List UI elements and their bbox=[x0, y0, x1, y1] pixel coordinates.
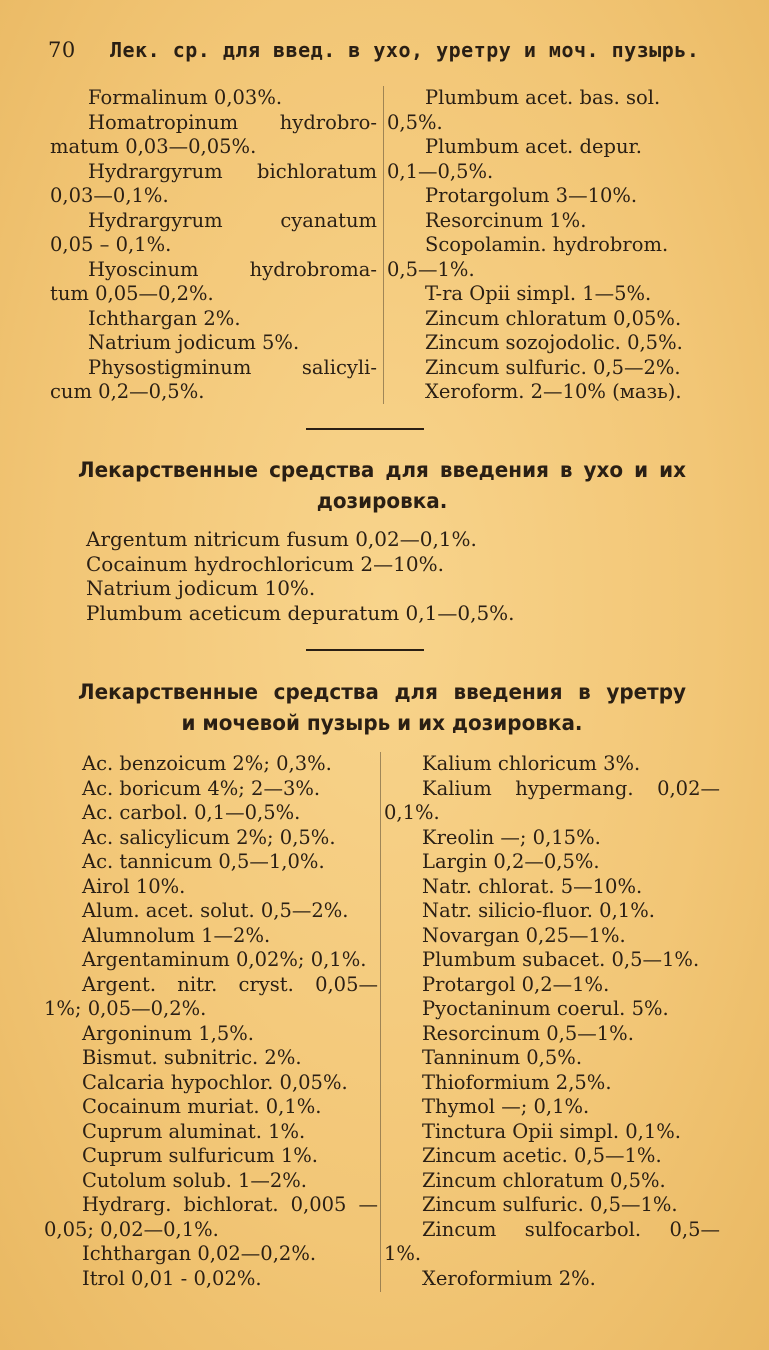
list-item: Plumbum aceticum depuratum 0,1—0,5%. bbox=[86, 600, 515, 625]
list-line: 0,5—1%. bbox=[387, 257, 475, 281]
list-line: Natrium jodicum 5%. bbox=[88, 331, 300, 354]
column-separator bbox=[380, 752, 381, 1292]
list-line: Xeroformium 2%. bbox=[422, 1266, 596, 1290]
list-line: Cutolum solub. 1—2%. bbox=[82, 1168, 308, 1192]
running-header bbox=[48, 38, 728, 68]
urethra-list-right-column bbox=[384, 752, 720, 1291]
list-line: Ichthargan 0,02—0,2%. bbox=[82, 1242, 317, 1265]
list-line: Resorcinum 0,5—1%. bbox=[422, 1021, 634, 1045]
list-line: Airol 10%. bbox=[82, 874, 186, 898]
list-line: Largin 0,2—0,5%. bbox=[422, 850, 600, 873]
list-line: Zincum sozojodolic. 0,5%. bbox=[425, 331, 683, 354]
list-line: 0,5%. bbox=[387, 110, 443, 134]
list-item: Natrium jodicum 10%. bbox=[86, 576, 316, 600]
list-line: Ac. boricum 4%; 2—3%. bbox=[82, 776, 321, 800]
list-line: T-ra Opii simpl. 1—5%. bbox=[425, 282, 652, 305]
list-line: Bismut. subnitric. 2%. bbox=[82, 1046, 302, 1069]
eye-list-right-column bbox=[387, 86, 717, 405]
section-divider bbox=[306, 649, 424, 651]
page-number: 70 bbox=[48, 38, 76, 62]
list-line: Natr. chlorat. 5—10%. bbox=[422, 874, 643, 898]
urethra-list-left-column bbox=[44, 752, 378, 1291]
list-line: 0,05; 0,02—0,1%. bbox=[44, 1217, 219, 1241]
list-line: Novargan 0,25—1%. bbox=[422, 923, 626, 947]
list-line: 1%. bbox=[384, 1242, 422, 1265]
list-line: Scopolamin. hydrobrom. bbox=[425, 233, 669, 256]
list-line: Zincum acetic. 0,5—1%. bbox=[422, 1144, 662, 1167]
list-line: Ichthargan 2%. bbox=[88, 306, 241, 330]
list-line: Plumbum subacet. 0,5—1%. bbox=[422, 948, 700, 971]
running-title: Лек. ср. для введ. в ухо, уретру и моч. пузырь. bbox=[110, 38, 700, 62]
list-line: Plumbum acet. bas. sol. bbox=[425, 86, 661, 109]
list-line: Hyoscinum hydrobroma- bbox=[88, 257, 377, 281]
list-line: Ac. carbol. 0,1—0,5%. bbox=[82, 801, 301, 824]
list-line: Alum. acet. solut. 0,5—2%. bbox=[82, 899, 349, 922]
list-item: Cocainum hydrochloricum 2—10%. bbox=[86, 551, 444, 576]
urethra-heading-line1: Лекарственные средства для введения в уретру bbox=[78, 680, 686, 704]
list-line: Plumbum acet. depur. bbox=[425, 135, 642, 158]
list-line: Tinctura Opii simpl. 0,1%. bbox=[422, 1119, 681, 1143]
list-line: tum 0,05—0,2%. bbox=[50, 282, 214, 305]
list-line: Alumnolum 1—2%. bbox=[82, 923, 271, 947]
list-line: Xeroform. 2—10% (мазь). bbox=[425, 380, 682, 403]
ear-section-heading bbox=[78, 455, 686, 517]
column-separator bbox=[383, 86, 384, 404]
list-line: Cuprum aluminat. 1%. bbox=[82, 1119, 306, 1143]
list-line: Zincum chloratum 0,5%. bbox=[422, 1168, 666, 1192]
list-line: Kalium hypermang. 0,02— bbox=[422, 776, 720, 800]
list-line: Zincum chloratum 0,05%. bbox=[425, 306, 682, 330]
list-line: Ac. tannicum 0,5—1,0%. bbox=[82, 850, 325, 873]
list-line: Thymol —; 0,1%. bbox=[422, 1095, 590, 1118]
list-line: Ac. salicylicum 2%; 0,5%. bbox=[82, 825, 336, 849]
list-line: Kreolin —; 0,15%. bbox=[422, 825, 601, 849]
list-line: Cocainum muriat. 0,1%. bbox=[82, 1095, 322, 1118]
list-item: Argentum nitricum fusum 0,02—0,1%. bbox=[86, 527, 477, 551]
urethra-section-heading bbox=[78, 677, 686, 739]
list-line: Argoninum 1,5%. bbox=[82, 1021, 254, 1045]
ear-heading-line2: дозировка. bbox=[316, 489, 448, 513]
list-line: Formalinum 0,03%. bbox=[88, 86, 283, 109]
list-line: cum 0,2—0,5%. bbox=[50, 380, 205, 403]
list-line: Argentaminum 0,02%; 0,1%. bbox=[82, 948, 367, 971]
list-line: Protargolum 3—10%. bbox=[425, 184, 638, 207]
section-divider bbox=[306, 428, 424, 430]
list-line: Zincum sulfuric. 0,5—2%. bbox=[425, 355, 681, 379]
eye-list-left-column bbox=[50, 86, 377, 405]
list-line: Homatropinum hydrobro- bbox=[88, 110, 377, 134]
list-line: Ac. benzoicum 2%; 0,3%. bbox=[82, 752, 332, 775]
list-line: 0,1%. bbox=[384, 801, 440, 824]
list-line: 0,1—0,5%. bbox=[387, 159, 494, 183]
list-line: Hydrargyrum cyanatum bbox=[88, 208, 377, 232]
list-line: Pyoctaninum coerul. 5%. bbox=[422, 997, 669, 1020]
list-line: Calcaria hypochlor. 0,05%. bbox=[82, 1070, 348, 1094]
list-line: Itrol 0,01 - 0,02%. bbox=[82, 1266, 262, 1290]
urethra-heading-line2: и мочевой пузырь и их дозировка. bbox=[181, 711, 583, 735]
ear-heading-line1: Лекарственные средства для введения в ухо и их bbox=[78, 458, 686, 482]
list-line: 0,05 – 0,1%. bbox=[50, 233, 172, 256]
list-line: 1%; 0,05—0,2%. bbox=[44, 997, 207, 1020]
list-line: Kalium chloricum 3%. bbox=[422, 752, 641, 775]
list-line: Hydrargyrum bichloratum bbox=[88, 159, 377, 183]
list-line: Resorcinum 1%. bbox=[425, 208, 587, 232]
eye-drug-list bbox=[50, 86, 717, 405]
list-line: matum 0,03—0,05%. bbox=[50, 135, 257, 158]
urethra-drug-list bbox=[44, 752, 720, 1291]
list-line: Hydrarg. bichlorat. 0,005 — bbox=[82, 1193, 378, 1216]
list-line: Protargol 0,2—1%. bbox=[422, 972, 610, 996]
list-line: Natr. silicio-fluor. 0,1%. bbox=[422, 899, 655, 922]
list-line: Cuprum sulfuricum 1%. bbox=[82, 1144, 318, 1167]
list-line: Thioformium 2,5%. bbox=[422, 1070, 612, 1094]
list-line: Tanninum 0,5%. bbox=[422, 1046, 583, 1069]
list-line: 0,03—0,1%. bbox=[50, 184, 169, 207]
list-line: Physostigminum salicyli- bbox=[88, 355, 377, 379]
list-line: Argent. nitr. cryst. 0,05— bbox=[82, 972, 378, 996]
list-line: Zincum sulfuric. 0,5—1%. bbox=[422, 1193, 678, 1216]
list-line: Zincum sulfocarbol. 0,5— bbox=[422, 1217, 720, 1241]
ear-drug-list bbox=[86, 527, 515, 625]
